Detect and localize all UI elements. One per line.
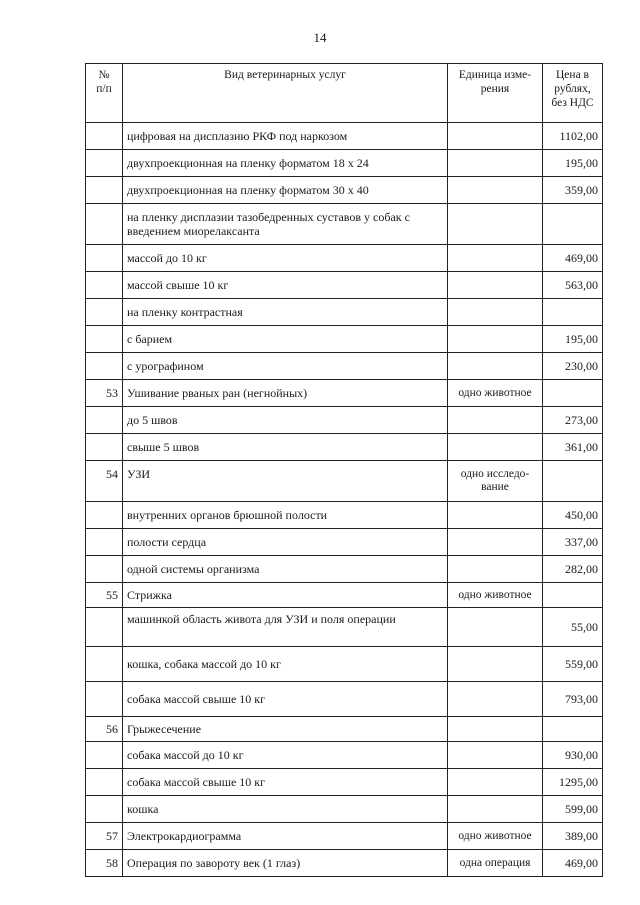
row-price bbox=[543, 204, 603, 245]
row-service: Ушивание рваных ран (негнойных) bbox=[123, 380, 448, 407]
header-service bbox=[123, 64, 448, 123]
row-service: внутренних органов брюшной полости bbox=[123, 502, 448, 529]
table-row bbox=[86, 647, 603, 682]
row-num: 54 bbox=[86, 461, 123, 502]
row-price: 361,00 bbox=[543, 434, 603, 461]
row-num bbox=[86, 177, 123, 204]
row-num: 58 bbox=[86, 850, 123, 877]
row-num: 57 bbox=[86, 823, 123, 850]
table-row bbox=[86, 272, 603, 299]
table-header-row bbox=[86, 64, 603, 123]
row-service: собака массой свыше 10 кг bbox=[123, 682, 448, 717]
row-num bbox=[86, 556, 123, 583]
row-service: цифровая на дисплазию РКФ под наркозом bbox=[123, 123, 448, 150]
table-row bbox=[86, 682, 603, 717]
row-service: УЗИ bbox=[123, 461, 448, 502]
row-service: Операция по завороту век (1 глаз) bbox=[123, 850, 448, 877]
table-row bbox=[86, 245, 603, 272]
row-price: 337,00 bbox=[543, 529, 603, 556]
table-row bbox=[86, 326, 603, 353]
table-row bbox=[86, 796, 603, 823]
row-unit bbox=[448, 407, 543, 434]
row-num bbox=[86, 682, 123, 717]
header-unit-label: Единица изме- рения bbox=[458, 69, 532, 95]
row-unit bbox=[448, 717, 543, 742]
row-price: 230,00 bbox=[543, 353, 603, 380]
row-service: до 5 швов bbox=[123, 407, 448, 434]
row-unit bbox=[448, 608, 543, 647]
row-unit bbox=[448, 529, 543, 556]
row-service: с урографином bbox=[123, 353, 448, 380]
row-price bbox=[543, 583, 603, 608]
row-unit bbox=[448, 682, 543, 717]
row-price bbox=[543, 461, 603, 502]
row-num: 53 bbox=[86, 380, 123, 407]
row-unit bbox=[448, 326, 543, 353]
row-unit bbox=[448, 647, 543, 682]
row-unit bbox=[448, 556, 543, 583]
row-service: массой свыше 10 кг bbox=[123, 272, 448, 299]
table-row bbox=[86, 380, 603, 407]
row-service: Электрокардиограмма bbox=[123, 823, 448, 850]
row-price: 359,00 bbox=[543, 177, 603, 204]
row-service: массой до 10 кг bbox=[123, 245, 448, 272]
row-price: 563,00 bbox=[543, 272, 603, 299]
table-row bbox=[86, 353, 603, 380]
row-service: двухпроекционная на пленку форматом 30 х 40 bbox=[123, 177, 448, 204]
row-num bbox=[86, 123, 123, 150]
row-unit bbox=[448, 502, 543, 529]
row-num bbox=[86, 796, 123, 823]
row-price: 930,00 bbox=[543, 742, 603, 769]
row-num bbox=[86, 434, 123, 461]
table-row bbox=[86, 529, 603, 556]
row-service: с барием bbox=[123, 326, 448, 353]
table-row bbox=[86, 717, 603, 742]
row-unit: одно животное bbox=[448, 583, 543, 608]
row-price: 195,00 bbox=[543, 326, 603, 353]
row-price: 469,00 bbox=[543, 245, 603, 272]
table-row bbox=[86, 177, 603, 204]
row-price: 559,00 bbox=[543, 647, 603, 682]
table-row bbox=[86, 556, 603, 583]
row-price: 273,00 bbox=[543, 407, 603, 434]
row-num bbox=[86, 742, 123, 769]
row-num bbox=[86, 502, 123, 529]
row-service: Стрижка bbox=[123, 583, 448, 608]
table-row bbox=[86, 742, 603, 769]
row-unit: одно животное bbox=[448, 823, 543, 850]
row-unit bbox=[448, 123, 543, 150]
row-price: 469,00 bbox=[543, 850, 603, 877]
row-num bbox=[86, 150, 123, 177]
row-unit bbox=[448, 150, 543, 177]
row-service: двухпроекционная на пленку форматом 18 х 24 bbox=[123, 150, 448, 177]
row-service: Грыжесечение bbox=[123, 717, 448, 742]
row-price: 1102,00 bbox=[543, 123, 603, 150]
row-num bbox=[86, 326, 123, 353]
row-num bbox=[86, 529, 123, 556]
header-service-label: Вид ветеринарных услуг bbox=[224, 69, 346, 81]
row-service: свыше 5 швов bbox=[123, 434, 448, 461]
header-price-label: Цена в рублях, без НДС bbox=[551, 69, 594, 109]
header-unit bbox=[448, 64, 543, 123]
row-service: на пленку дисплазии тазобедренных суставов у собак с введением миорелаксанта bbox=[123, 204, 448, 245]
table-row bbox=[86, 150, 603, 177]
row-num bbox=[86, 272, 123, 299]
row-unit: одно исследо- вание bbox=[448, 461, 543, 502]
row-service: собака массой до 10 кг bbox=[123, 742, 448, 769]
row-unit bbox=[448, 245, 543, 272]
row-unit bbox=[448, 299, 543, 326]
row-price bbox=[543, 717, 603, 742]
price-table bbox=[85, 63, 603, 877]
row-num bbox=[86, 353, 123, 380]
row-price bbox=[543, 299, 603, 326]
row-service: одной системы организма bbox=[123, 556, 448, 583]
row-service: кошка bbox=[123, 796, 448, 823]
row-unit bbox=[448, 796, 543, 823]
header-price bbox=[543, 64, 603, 123]
row-service: полости сердца bbox=[123, 529, 448, 556]
page-number: 14 bbox=[313, 30, 327, 45]
row-num bbox=[86, 608, 123, 647]
row-service: машинкой область живота для УЗИ и поля операции bbox=[123, 608, 448, 647]
row-num bbox=[86, 299, 123, 326]
row-price: 55,00 bbox=[543, 608, 603, 647]
table-row bbox=[86, 299, 603, 326]
table-row bbox=[86, 583, 603, 608]
row-unit bbox=[448, 769, 543, 796]
row-unit bbox=[448, 742, 543, 769]
row-service: кошка, собака массой до 10 кг bbox=[123, 647, 448, 682]
row-price: 282,00 bbox=[543, 556, 603, 583]
row-price: 195,00 bbox=[543, 150, 603, 177]
row-unit bbox=[448, 204, 543, 245]
table-row bbox=[86, 407, 603, 434]
row-unit bbox=[448, 353, 543, 380]
row-num bbox=[86, 769, 123, 796]
row-service: собака массой свыше 10 кг bbox=[123, 769, 448, 796]
row-num bbox=[86, 647, 123, 682]
row-price: 599,00 bbox=[543, 796, 603, 823]
row-num bbox=[86, 245, 123, 272]
row-num: 56 bbox=[86, 717, 123, 742]
table-row bbox=[86, 850, 603, 877]
table-row bbox=[86, 461, 603, 502]
row-num bbox=[86, 407, 123, 434]
table-row bbox=[86, 204, 603, 245]
row-price bbox=[543, 380, 603, 407]
row-price: 793,00 bbox=[543, 682, 603, 717]
row-num bbox=[86, 204, 123, 245]
row-price: 389,00 bbox=[543, 823, 603, 850]
row-unit: одно животное bbox=[448, 380, 543, 407]
table-row bbox=[86, 608, 603, 647]
table-row bbox=[86, 123, 603, 150]
table-row bbox=[86, 434, 603, 461]
row-unit bbox=[448, 272, 543, 299]
table-row bbox=[86, 769, 603, 796]
row-price: 1295,00 bbox=[543, 769, 603, 796]
header-num-label: № п/п bbox=[96, 69, 112, 95]
table-row bbox=[86, 502, 603, 529]
row-num: 55 bbox=[86, 583, 123, 608]
table-row bbox=[86, 823, 603, 850]
header-num bbox=[86, 64, 123, 123]
row-unit: одна операция bbox=[448, 850, 543, 877]
row-service: на пленку контрастная bbox=[123, 299, 448, 326]
row-unit bbox=[448, 177, 543, 204]
row-price: 450,00 bbox=[543, 502, 603, 529]
row-unit bbox=[448, 434, 543, 461]
